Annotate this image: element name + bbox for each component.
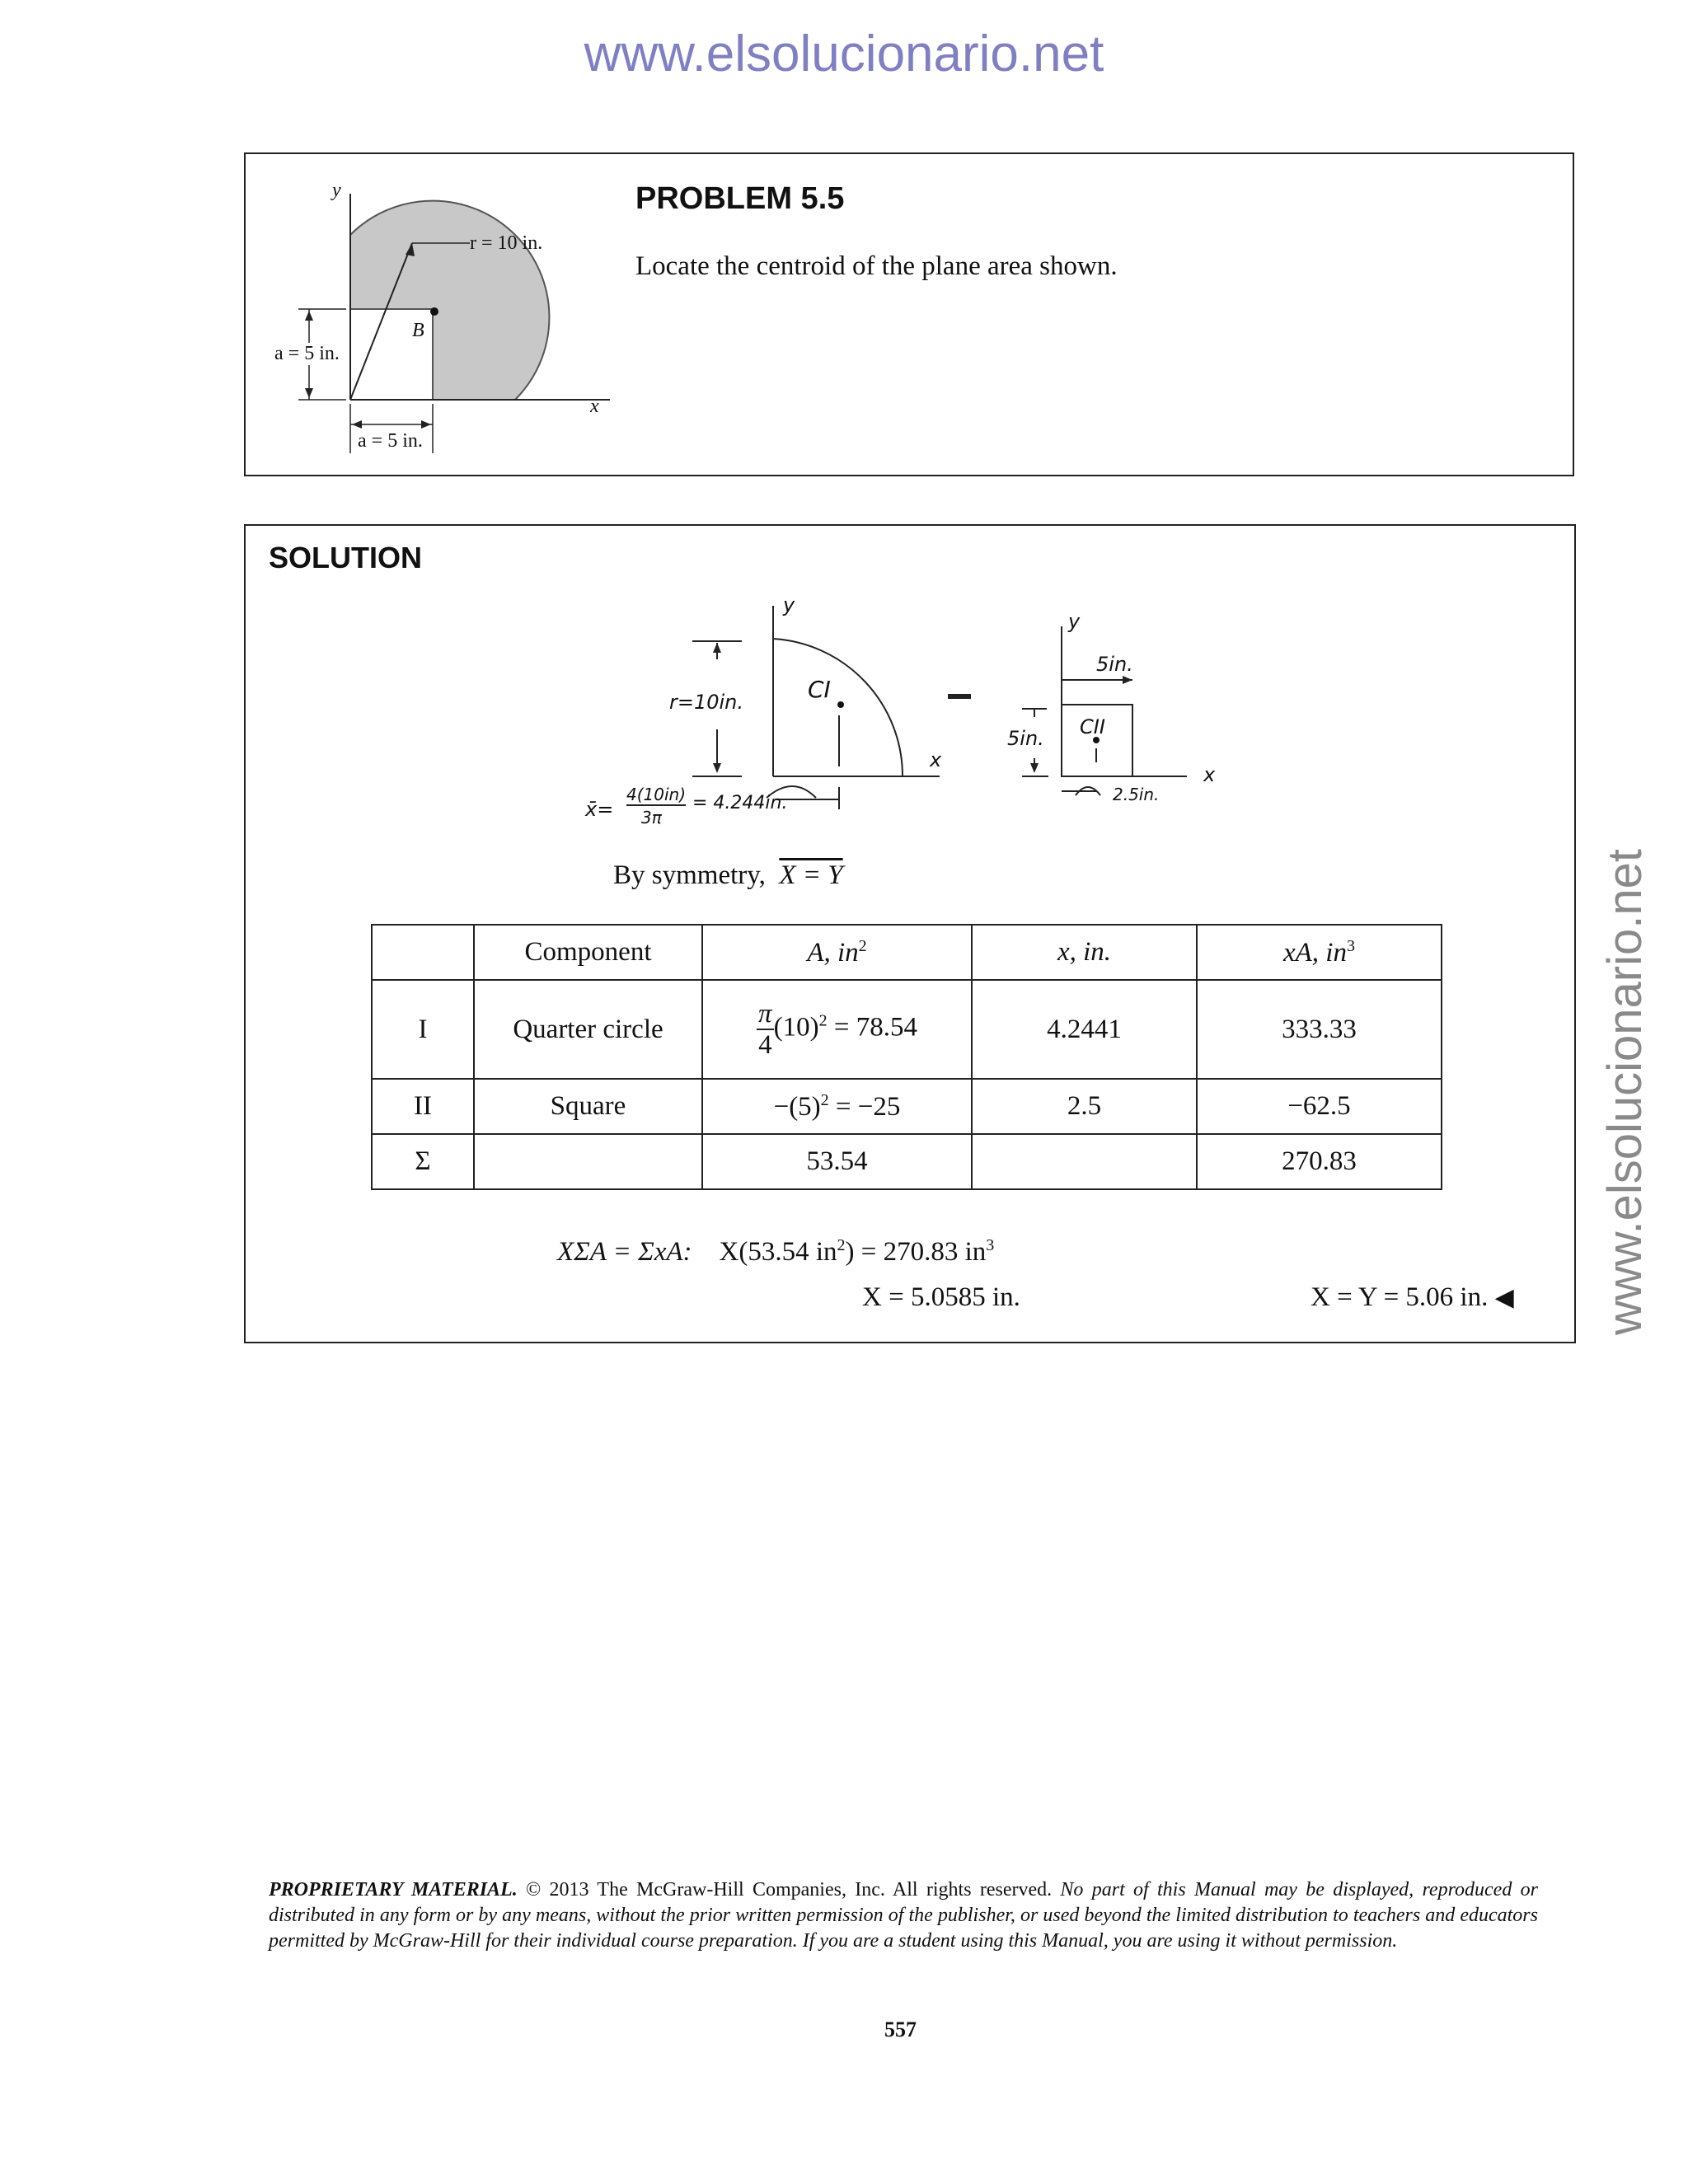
fig-point-b-label: B — [412, 320, 424, 341]
sketch-right-y: y — [1068, 610, 1081, 633]
watermark-top: www.elsolucionario.net — [584, 26, 1104, 82]
fig-a-vertical: a = 5 in. — [274, 343, 340, 364]
eq1-rhs-b: ) = 270.83 in — [845, 1237, 987, 1267]
row-area — [702, 980, 972, 1079]
fig-a-horizontal: a = 5 in. — [358, 430, 423, 452]
problem-title: PROBLEM 5.5 — [635, 181, 845, 216]
table-header-cell — [702, 925, 972, 980]
area-rest: (10) — [773, 1012, 819, 1043]
sketch-right-side: 5in. — [1007, 727, 1044, 750]
table-header-cell — [972, 925, 1197, 980]
header-x: x, in. — [1057, 937, 1112, 967]
point-b — [430, 307, 438, 316]
footer-bold-label: PROPRIETARY MATERIAL. — [269, 1879, 518, 1900]
row-id: I — [372, 980, 474, 1079]
sketch-left-x: x — [930, 748, 942, 771]
page-number: 557 — [884, 2018, 917, 2041]
row-xa: 270.83 — [1197, 1134, 1442, 1189]
symmetry-eq: X = Y — [779, 860, 843, 890]
problem-figure — [264, 169, 643, 466]
table-header-row — [372, 925, 1442, 980]
sketch-centroid-lhs: x̄= — [585, 798, 614, 821]
row-id: Σ — [372, 1134, 474, 1189]
area-fraction-num: π — [758, 999, 772, 1029]
eq1-lhs: XΣA = ΣxA: — [557, 1237, 692, 1267]
final-answer — [1311, 1282, 1514, 1313]
problem-statement: Locate the centroid of the plane area shown. — [635, 251, 1118, 281]
sketch-left-r: r=10in. — [669, 691, 744, 714]
row-x — [972, 1134, 1197, 1189]
row-area — [702, 1079, 972, 1134]
row-x: 2.5 — [972, 1079, 1197, 1134]
area-fraction-den: 4 — [758, 1030, 772, 1060]
sketch-centroid-num: 4(10in) — [626, 785, 687, 804]
table-row — [372, 1134, 1442, 1189]
row-x: 4.2441 — [972, 980, 1197, 1079]
equation-2: X = 5.0585 in. — [862, 1282, 1020, 1312]
eq1-sup-2: 2 — [837, 1236, 846, 1254]
centroid-table — [371, 924, 1442, 1190]
symmetry-line — [613, 860, 843, 891]
area-sup: 2 — [820, 1090, 829, 1109]
table-header-cell — [372, 925, 474, 980]
row-area: 53.54 — [702, 1134, 972, 1189]
footer-notice-text: No part of this Manual may be displayed, reproduced or distributed in any form or by any means, without the prior written permission of the publisher, or used beyond the limited distribution to teachers and educators permitted by McGraw-Hill for their individual course preparation. If you are a student using this Manual, you are using it without permission. — [269, 1879, 1538, 1952]
area-value: = 78.54 — [827, 1012, 917, 1043]
sketch-right-top: 5in. — [1096, 653, 1133, 676]
eq1-rhs-a: X(53.54 in — [719, 1237, 837, 1267]
footer-notice — [269, 1877, 1538, 1954]
answer-text: X = Y = 5.06 in. — [1311, 1282, 1489, 1312]
header-xa-sup: 3 — [1346, 936, 1355, 955]
row-xa: −62.5 — [1197, 1079, 1442, 1134]
table-row — [372, 1079, 1442, 1134]
header-xa: xA, in — [1283, 937, 1347, 968]
sketch-left-c: CI — [808, 676, 831, 703]
header-area: A, in — [807, 937, 859, 968]
area-value: = −25 — [828, 1091, 901, 1122]
row-xa: 333.33 — [1197, 980, 1442, 1079]
sketch-right-c: CII — [1080, 715, 1105, 738]
row-component: Quarter circle — [474, 980, 702, 1079]
area-expr: −(5) — [773, 1091, 821, 1122]
sketch-right-bottom: 2.5in. — [1113, 785, 1160, 804]
equation-1 — [557, 1236, 994, 1268]
row-id: II — [372, 1079, 474, 1134]
footer-copyright: © 2013 The McGraw-Hill Companies, Inc. All rights reserved. — [517, 1879, 1061, 1900]
sketch-centroid-den: 3π — [641, 808, 662, 827]
area-sup: 2 — [818, 1011, 828, 1030]
watermark-side: www.elsolucionario.net — [1598, 849, 1652, 1335]
table-header-cell — [1197, 925, 1442, 980]
sketch-right-x: x — [1203, 763, 1216, 786]
sketch-left-y: y — [783, 593, 795, 616]
row-component: Square — [474, 1079, 702, 1134]
symmetry-prefix: By symmetry, — [613, 860, 766, 890]
answer-marker-icon: ◀ — [1494, 1284, 1514, 1311]
shaded-area — [350, 201, 549, 400]
fig-radius-label: r = 10 in. — [470, 232, 543, 254]
table-header-cell: Component — [474, 925, 702, 980]
fig-axis-x: x — [590, 396, 599, 417]
sketch-centroid-rhs: = 4.244in. — [692, 793, 788, 813]
header-area-sup: 2 — [858, 936, 867, 955]
solution-title: SOLUTION — [269, 541, 422, 574]
eq1-sup-3: 3 — [986, 1236, 995, 1254]
table-row — [372, 980, 1442, 1079]
fig-axis-y: y — [332, 180, 341, 201]
row-component — [474, 1134, 702, 1189]
